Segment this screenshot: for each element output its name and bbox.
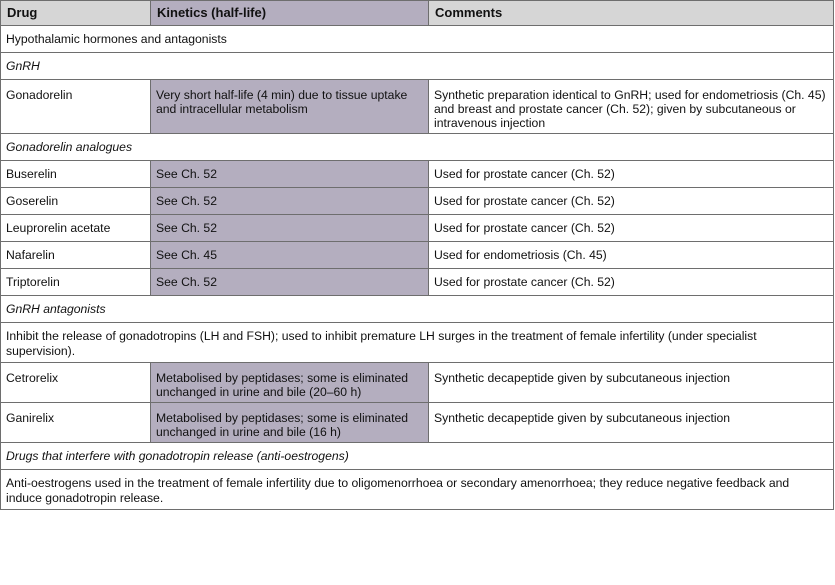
header-row <box>1 1 834 26</box>
drug-cell: Leuprorelin acetate <box>1 215 151 242</box>
subsection-row <box>1 296 834 323</box>
drug-cell: Ganirelix <box>1 403 151 443</box>
drug-cell: Gonadorelin <box>1 80 151 134</box>
kinetics-cell: Very short half-life (4 min) due to tissue uptake and intracellular metabolism <box>151 80 429 134</box>
note-row <box>1 323 834 363</box>
comments-cell: Used for prostate cancer (Ch. 52) <box>429 161 834 188</box>
table-row <box>1 161 834 188</box>
kinetics-cell: Metabolised by peptidases; some is eliminated unchanged in urine and bile (20–60 h) <box>151 363 429 403</box>
comments-cell: Used for prostate cancer (Ch. 52) <box>429 188 834 215</box>
subsection-row <box>1 53 834 80</box>
comments-cell: Used for prostate cancer (Ch. 52) <box>429 269 834 296</box>
kinetics-cell: Metabolised by peptidases; some is eliminated unchanged in urine and bile (16 h) <box>151 403 429 443</box>
subsection-row <box>1 443 834 470</box>
drug-cell: Triptorelin <box>1 269 151 296</box>
header-comments: Comments <box>429 1 834 26</box>
table-row <box>1 363 834 403</box>
kinetics-cell: See Ch. 45 <box>151 242 429 269</box>
kinetics-cell: See Ch. 52 <box>151 215 429 242</box>
header-kinetics: Kinetics (half-life) <box>151 1 429 26</box>
note-row <box>1 470 834 510</box>
section-title: Hypothalamic hormones and antagonists <box>1 26 834 53</box>
drug-cell: Cetrorelix <box>1 363 151 403</box>
comments-cell: Used for endometriosis (Ch. 45) <box>429 242 834 269</box>
kinetics-cell: See Ch. 52 <box>151 161 429 188</box>
note-text: Anti-oestrogens used in the treatment of female infertility due to oligomenorrhoea or secondary amenorrhoea; they reduce negative feedback and induce gonadotropin release. <box>1 470 834 510</box>
subsection-title: Drugs that interfere with gonadotropin release (anti-oestrogens) <box>1 443 834 470</box>
comments-cell: Used for prostate cancer (Ch. 52) <box>429 215 834 242</box>
drug-cell: Buserelin <box>1 161 151 188</box>
comments-cell: Synthetic preparation identical to GnRH; used for endometriosis (Ch. 45) and breast and prostate cancer (Ch. 52); given by subcutaneous or intravenous injection <box>429 80 834 134</box>
drug-cell: Goserelin <box>1 188 151 215</box>
comments-cell: Synthetic decapeptide given by subcutaneous injection <box>429 363 834 403</box>
header-drug: Drug <box>1 1 151 26</box>
table-row <box>1 269 834 296</box>
table-row <box>1 403 834 443</box>
drug-cell: Nafarelin <box>1 242 151 269</box>
table-row <box>1 188 834 215</box>
kinetics-cell: See Ch. 52 <box>151 188 429 215</box>
subsection-title: GnRH <box>1 53 834 80</box>
subsection-title: GnRH antagonists <box>1 296 834 323</box>
subsection-title: Gonadorelin analogues <box>1 134 834 161</box>
kinetics-cell: See Ch. 52 <box>151 269 429 296</box>
table-row <box>1 80 834 134</box>
table-row <box>1 242 834 269</box>
table-row <box>1 215 834 242</box>
note-text: Inhibit the release of gonadotropins (LH and FSH); used to inhibit premature LH surges in the treatment of female infertility (under specialist supervision). <box>1 323 834 363</box>
comments-cell: Synthetic decapeptide given by subcutaneous injection <box>429 403 834 443</box>
section-row <box>1 26 834 53</box>
subsection-row <box>1 134 834 161</box>
